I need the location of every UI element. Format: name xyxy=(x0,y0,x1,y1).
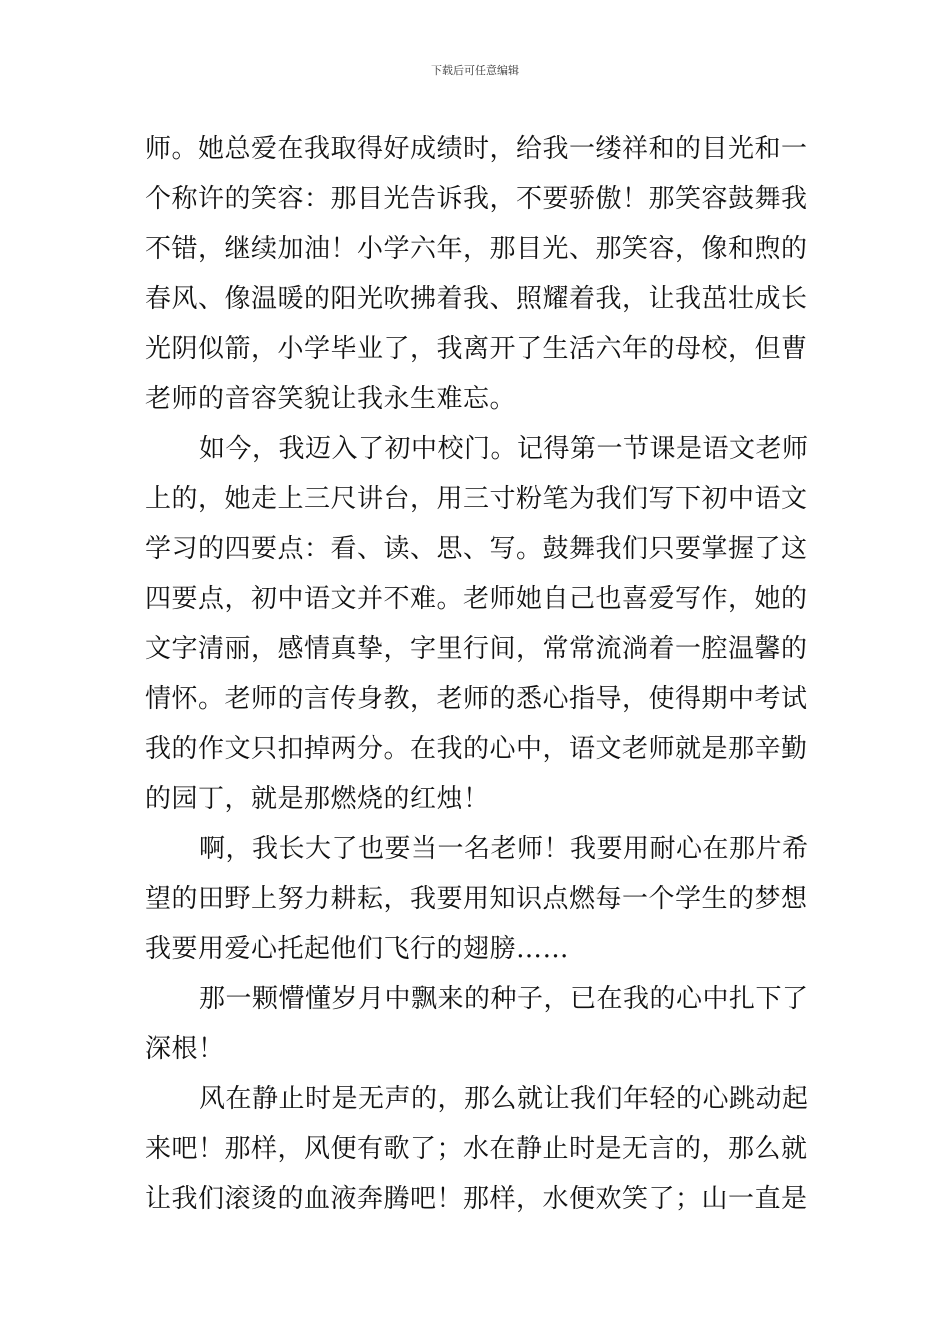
text-line: 望的田野上努力耕耘，我要用知识点燃每一个学生的梦想 xyxy=(145,884,808,914)
text-line: 学习的四要点：看、读、思、写。鼓舞我们只要掌握了这 xyxy=(145,534,808,564)
text-line: 上的，她走上三尺讲台，用三寸粉笔为我们写下初中语文 xyxy=(145,484,808,514)
text-line: 文字清丽，感情真挚，字里行间，常常流淌着一腔温馨的 xyxy=(145,634,808,664)
text-line: 情怀。老师的言传身教，老师的悉心指导，使得期中考试 xyxy=(145,684,808,714)
text-line: 师。她总爱在我取得好成绩时，给我一缕祥和的目光和一 xyxy=(145,134,808,164)
document-body xyxy=(145,124,809,1224)
page-header: 下载后可任意编辑 xyxy=(431,64,519,77)
text-line: 春风、像温暖的阳光吹拂着我、照耀着我，让我茁壮成长 xyxy=(145,284,808,314)
text-line: 来吧！那样，风便有歌了；水在静止时是无言的，那么就 xyxy=(145,1134,808,1164)
text-line: 让我们滚烫的血液奔腾吧！那样，水便欢笑了；山一直是 xyxy=(145,1184,808,1214)
text-line: 的园丁，就是那燃烧的红烛！ xyxy=(145,784,490,814)
text-line: 老师的音容笑貌让我永生难忘。 xyxy=(145,384,517,414)
text-line: 我的作文只扣掉两分。在我的心中，语文老师就是那辛勤 xyxy=(145,734,808,764)
text-line: 不错，继续加油！小学六年，那目光、那笑容，像和煦的 xyxy=(145,234,808,264)
paragraph-start-line: 如今，我迈入了初中校门。记得第一节课是语文老师 xyxy=(199,434,809,464)
paragraph-start-line: 那一颗懵懂岁月中飘来的种子，已在我的心中扎下了 xyxy=(199,984,809,1014)
paragraph-start-line: 风在静止时是无声的，那么就让我们年轻的心跳动起 xyxy=(199,1084,809,1114)
paragraph-start-line: 啊，我长大了也要当一名老师！我要用耐心在那片希 xyxy=(199,834,809,864)
text-line: 四要点，初中语文并不难。老师她自己也喜爱写作，她的 xyxy=(145,584,808,614)
text-line: 深根！ xyxy=(145,1034,225,1064)
text-line: 个称许的笑容：那目光告诉我，不要骄傲！那笑容鼓舞我 xyxy=(145,184,808,214)
text-line: 我要用爱心托起他们飞行的翅膀…… xyxy=(145,934,570,964)
text-line: 光阴似箭，小学毕业了，我离开了生活六年的母校，但曹 xyxy=(145,334,808,364)
